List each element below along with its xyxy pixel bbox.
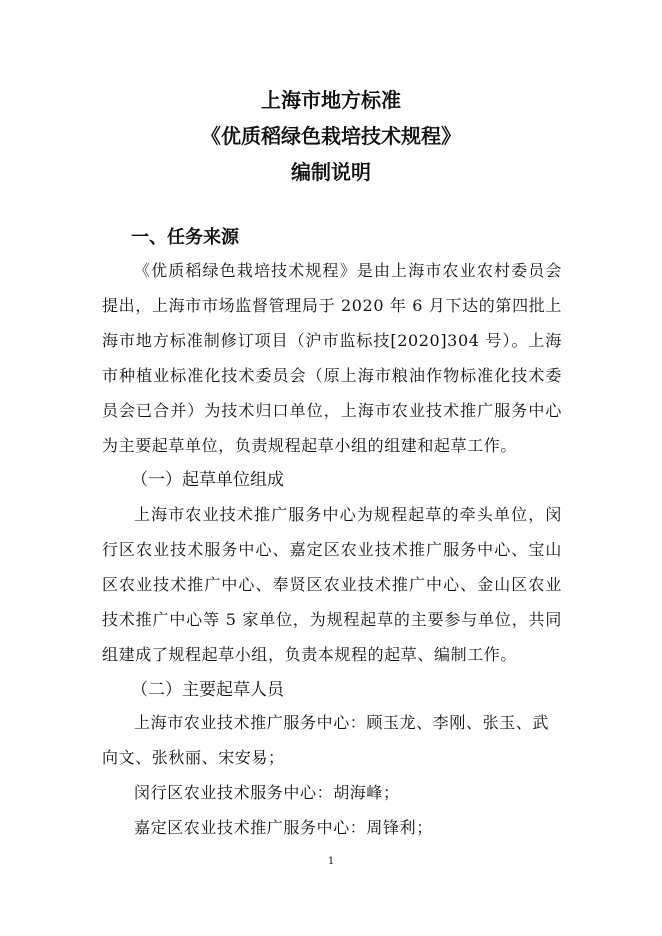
paragraph-drafting-units: 上海市农业技术推广服务中心为规程起草的牵头单位，闵行区农业技术服务中心、嘉定区农业技术推广服务中心、宝山区农业技术推广中心、奉贤区农业技术推广中心、金山区农业技术推广中心等 5 家单位，为规程起草的主要参与单位，共同组建成了规程起草小组，负责本规程的起草、编制工作。 — [102, 505, 562, 664]
section-heading-task-source: 一、任务来源 — [131, 227, 239, 248]
drafter-entry-minhang: 闵行区农业技术服务中心：胡海峰； — [134, 783, 400, 802]
drafter-entry-shanghai: 上海市农业技术推广服务中心：顾玉龙、李刚、张玉、武向文、张秋丽、宋安易； — [102, 713, 550, 767]
subsection-heading-drafting-units: （一）起草单位组成 — [131, 470, 284, 490]
subsection-heading-main-drafters: （二）主要起草人员 — [131, 680, 284, 700]
page-number: 1 — [327, 856, 335, 867]
drafter-entry-jiading: 嘉定区农业技术推广服务中心：周锋利； — [134, 818, 433, 837]
paragraph-task-source: 《优质稻绿色栽培技术规程》是由上海市农业农村委员会提出，上海市市场监督管理局于 2020 年 6 月下达的第四批上海市地方标准制修订项目（沪市监标技[2020]304 号）。上海市种植业标准化技术委员会（原上海市粮油作物标准化技术委员会已合并）为技术归口单位，上海市农业技术推广服务中心为主要起草单位，负责规程起草小组的组建和起草工作。 — [102, 261, 562, 455]
title-line-1: 上海市地方标准 — [261, 88, 401, 112]
title-line-3: 编制说明 — [291, 160, 371, 184]
title-line-2: 《优质稻绿色栽培技术规程》 — [201, 124, 461, 148]
